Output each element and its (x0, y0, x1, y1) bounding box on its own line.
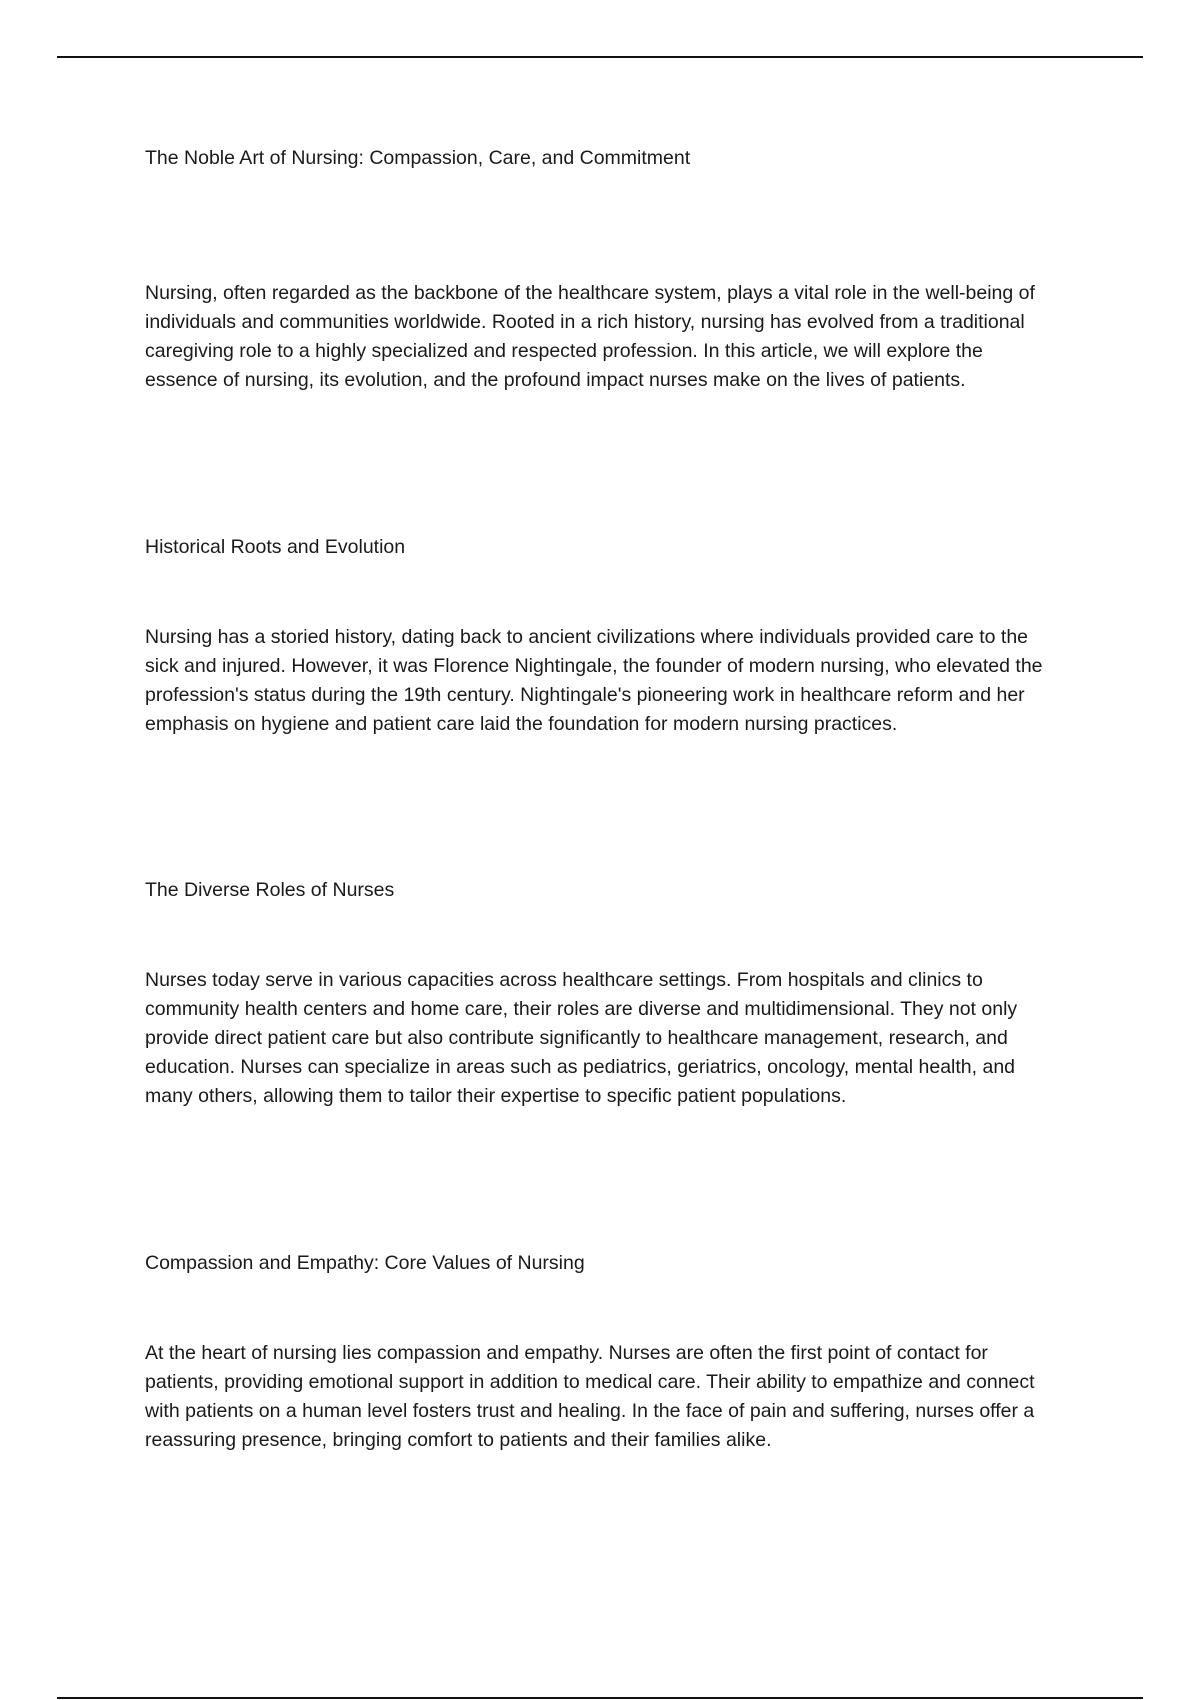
section-paragraph-compassion: At the heart of nursing lies compassion and empathy. Nurses are often the first point of contact for patients, providing emotional support in addition to medical care. Their ability to empathize and connect with patients on a human level fosters trust and healing. In the face of pain and suffering, nurses offer a reassuring presence, bringing comfort to patients and their families alike. (145, 1342, 1035, 1451)
bottom-rule (57, 1697, 1143, 1699)
intro-paragraph: Nursing, often regarded as the backbone of the healthcare system, plays a vital role in the well-being of individuals and communities worldwide. Rooted in a rich history, nursing has evolved from a traditional caregiving role to a highly specialized and respected profession. In this article, we will explore the essence of nursing, its evolution, and the profound impact nurses make on the lives of patients. (145, 282, 1035, 391)
section-heading-compassion: Compassion and Empathy: Core Values of Nursing (145, 1252, 585, 1274)
section-paragraph-history: Nursing has a storied history, dating back to ancient civilizations where individuals provided care to the sick and injured. However, it was Florence Nightingale, the founder of modern nursing, who elevated the profession's status during the 19th century. Nightingale's pioneering work in healthcare reform and her emphasis on hygiene and patient care laid the foundation for modern nursing practices. (145, 626, 1043, 735)
document-title: The Noble Art of Nursing: Compassion, Care, and Commitment (145, 147, 691, 169)
section-paragraph-roles: Nurses today serve in various capacities across healthcare settings. From hospitals and clinics to community health centers and home care, their roles are diverse and multidimensional. They not only provide direct patient care but also contribute significantly to healthcare management, research, and education. Nurses can specialize in areas such as pediatrics, geriatrics, oncology, mental health, and many others, allowing them to tailor their expertise to specific patient populations. (145, 969, 1018, 1107)
section-heading-roles: The Diverse Roles of Nurses (145, 879, 395, 901)
section-heading-history: Historical Roots and Evolution (145, 536, 406, 558)
top-rule (57, 56, 1143, 58)
